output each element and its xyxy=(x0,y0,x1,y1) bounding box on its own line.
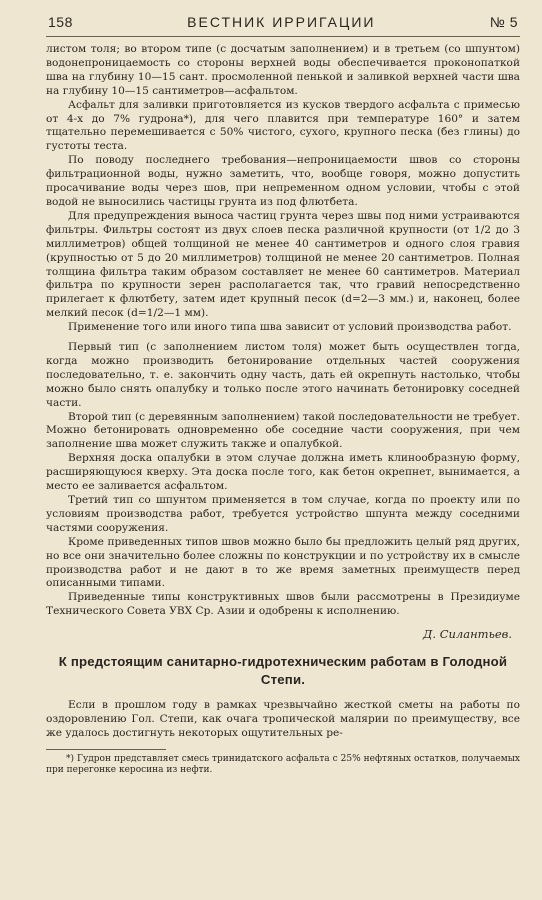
paragraph: Кроме приведенных типов швов можно было бы предложить целый ряд других, но все они значительно более сложны по конструкции и по устройству их в смысле производства работ и не дают в то же время заметных преимуществ перед описанными типами. xyxy=(46,535,520,590)
journal-page xyxy=(46,14,520,777)
paragraph: Для предупреждения выноса частиц грунта через швы под ними устраиваются фильтры. Фильтры состоят из двух слоев песка различной крупности (от 1/2 до 3 миллиметров) общей толщиной не менее 40 сантиметров и одного слоя гравия (крупностью от 5 до 20 миллиметров) толщиной не менее 20 сантиметров. Полная толщина фильтра таким образом составляет не менее 60 сантиметров. Материал фильтра по крупности зерен располагается так, что гравий непосредственно прилегает к флютбету, затем идет крупный песок (d=2—3 мм.) и, наконец, более мелкий песок (d=1/2—1 мм). xyxy=(46,209,520,320)
paragraph: Асфальт для заливки приготовляется из кусков твердого асфальта с примесью от 4-х до 7% гудрона*), для чего плавится при температуре 160° и затем тщательно перемешивается с 50% чистого, сухого, крупного песка (без глины) до густоты теста. xyxy=(46,98,520,153)
paragraph: Применение того или иного типа шва зависит от условий производства работ. xyxy=(68,321,512,334)
paragraph: Если в прошлом году в рамках чрезвычайно жесткой сметы на работы по оздоровлению Гол. Степи, как очага тропической малярии по преимуществу, все же удалось достигнуть некоторых ощутительных ре- xyxy=(46,699,520,739)
footnote-divider xyxy=(46,749,166,750)
paragraph: Верхняя доска опалубки в этом случае должна иметь клинообразную форму, расширяющуюся кверху. Эта доска после того, как бетон окрепнет, вынимается, а место ее заливается асфальтом. xyxy=(46,452,520,493)
journal-title: ВЕСТНИК ИРРИГАЦИИ xyxy=(187,14,376,30)
page-header xyxy=(46,14,520,37)
article-heading: К предстоящим санитарно-гидротехническим работам в Голодной Степи. xyxy=(58,654,508,688)
paragraph: листом толя; во втором типе (с досчатым заполнением) и в третьем (со шпунтом) водонепроницаемость со стороны верхней воды обеспечивается проконопаткой шва на глубину 10—15 сант. просмоленной пенькой и заливкой верхней части шва на глубину 10—15 сантиметров—асфальтом. xyxy=(46,43,520,97)
paragraph: Первый тип (с заполнением листом толя) может быть осуществлен тогда, когда можно производить бетонирование отдельных частей сооружения последовательно, т. е. закончить одну часть, дать ей окрепнуть настолько, чтобы можно было снять опалубку и только после этого начинать бетонировку соседней части. xyxy=(46,341,520,409)
article-body xyxy=(46,43,520,777)
issue-number: № 5 xyxy=(489,14,518,30)
paragraph: Третий тип со шпунтом применяется в том случае, когда по проекту или по условиям производства работ, требуется устройство шпунта между соседними частями сооружения. xyxy=(46,494,520,534)
author-signature: Д. Силантьев. xyxy=(423,627,512,642)
paragraph: По поводу последнего требования—непроницаемости швов со стороны фильтрационной воды, нужно заметить, что, вообще говоря, можно допустить просачивание воды через шов, при непременном одном условии, чтобы с этой водой не выносились частицы грунта из под флютбета. xyxy=(46,154,520,208)
paragraph: Приведенные типы конструктивных швов были рассмотрены в Президиуме Технического Совета УВХ Ср. Азии и одобрены к исполнению. xyxy=(46,591,520,618)
footnote: *) Гудрон представляет смесь тринидатского асфальта с 25% нефтяных остатков, получаемых при перегонке керосина из нефти. xyxy=(46,753,520,776)
paragraph: Второй тип (с деревянным заполнением) такой последовательности не требует. Можно бетонировать одновременно обе соседние части сооружения, при чем заполнение шва может служить также и опалубкой. xyxy=(46,410,520,451)
page-number: 158 xyxy=(48,14,73,30)
